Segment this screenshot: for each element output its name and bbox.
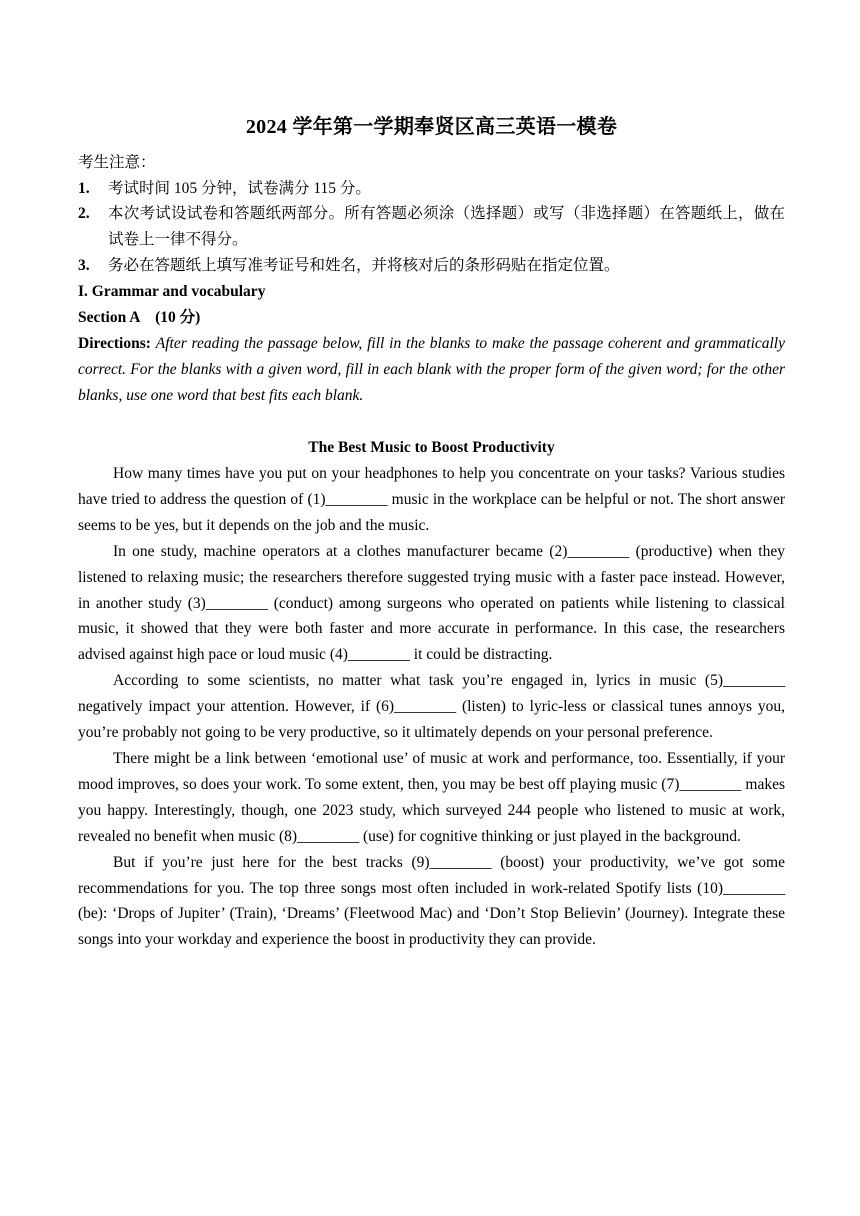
exam-title: 2024 学年第一学期奉贤区高三英语一模卷 (245, 116, 618, 138)
notes-heading: 考生注意： (78, 154, 156, 171)
directions-label: Directions: (78, 335, 151, 352)
note-item-2 (78, 201, 785, 253)
note-number: 1. (78, 180, 90, 197)
passage (78, 461, 785, 953)
directions-text: After reading the passage below, fill in the blanks to make the passage coherent and grammatically correct. For the blanks with a given word, fill in each blank with the proper form of the given word; for the other blanks, use one word that best fits each blank. (78, 335, 785, 404)
directions (78, 331, 785, 409)
passage-paragraph: There might be a link between ‘emotional use’ of music at work and performance, too. Essentially, if your mood improves, so does your work. To some extent, then, you may be best off playing music (7)________ makes you happy. Interestingly, though, one 2023 study, which surveyed 244 people who listened to music at work, revealed no benefit when music (8)________ (use) for cognitive thinking or just played in the background. (78, 749, 785, 845)
passage-title: The Best Music to Boost Productivity (308, 439, 555, 456)
passage-paragraph: According to some scientists, no matter what task you’re engaged in, lyrics in music (5)________ negatively impact your attention. However, if (6)________ (listen) to lyric-less or classical tunes annoys you, you’re probably not going to be very productive, so it ultimately depends on your personal preference. (78, 672, 785, 742)
part-heading: I. Grammar and vocabulary (78, 283, 266, 300)
note-item-1 (78, 176, 785, 202)
passage-paragraph: But if you’re just here for the best tracks (9)________ (boost) your productivity, we’ve got some recommendations for you. The top three songs most often included in work-related Spotify lists (10)________ (be): ‘Drops of Jupiter’ (Train), ‘Dreams’ (Fleetwood Mac) and ‘Don’t Stop Believin’ (Journey). Integrate these songs into your workday and experience the boost in productivity they can provide. (78, 853, 785, 949)
note-text: 务必在答题纸上填写准考证号和姓名，并将核对后的条形码贴在指定位置。 (108, 257, 620, 274)
passage-paragraph: In one study, machine operators at a clothes manufacturer became (2)________ (productive) when they listened to relaxing music; the researchers therefore suggested trying music with a faster pace instead. However, in another study (3)________ (conduct) among surgeons who operated on patients while listening to classical music, it showed that they were both faster and more accurate in performance. In this case, the researchers advised against high pace or loud music (4)________ it could be distracting. (78, 542, 785, 664)
note-text: 考试时间 105 分钟，试卷满分 115 分。 (108, 180, 371, 197)
note-text: 本次考试设试卷和答题纸两部分。所有答题必须涂（选择题）或写（非选择题）在答题纸上，做在试卷上一律不得分。 (108, 205, 785, 248)
note-number: 2. (78, 205, 90, 222)
section-heading: Section A (10 分) (78, 309, 201, 326)
note-number: 3. (78, 257, 90, 274)
passage-paragraph: How many times have you put on your headphones to help you concentrate on your tasks? Various studies have tried to address the question of (1)________ music in the workplace can be helpful or not. The short answer seems to be yes, but it depends on the job and the music. (78, 465, 785, 534)
note-item-3 (78, 253, 785, 279)
